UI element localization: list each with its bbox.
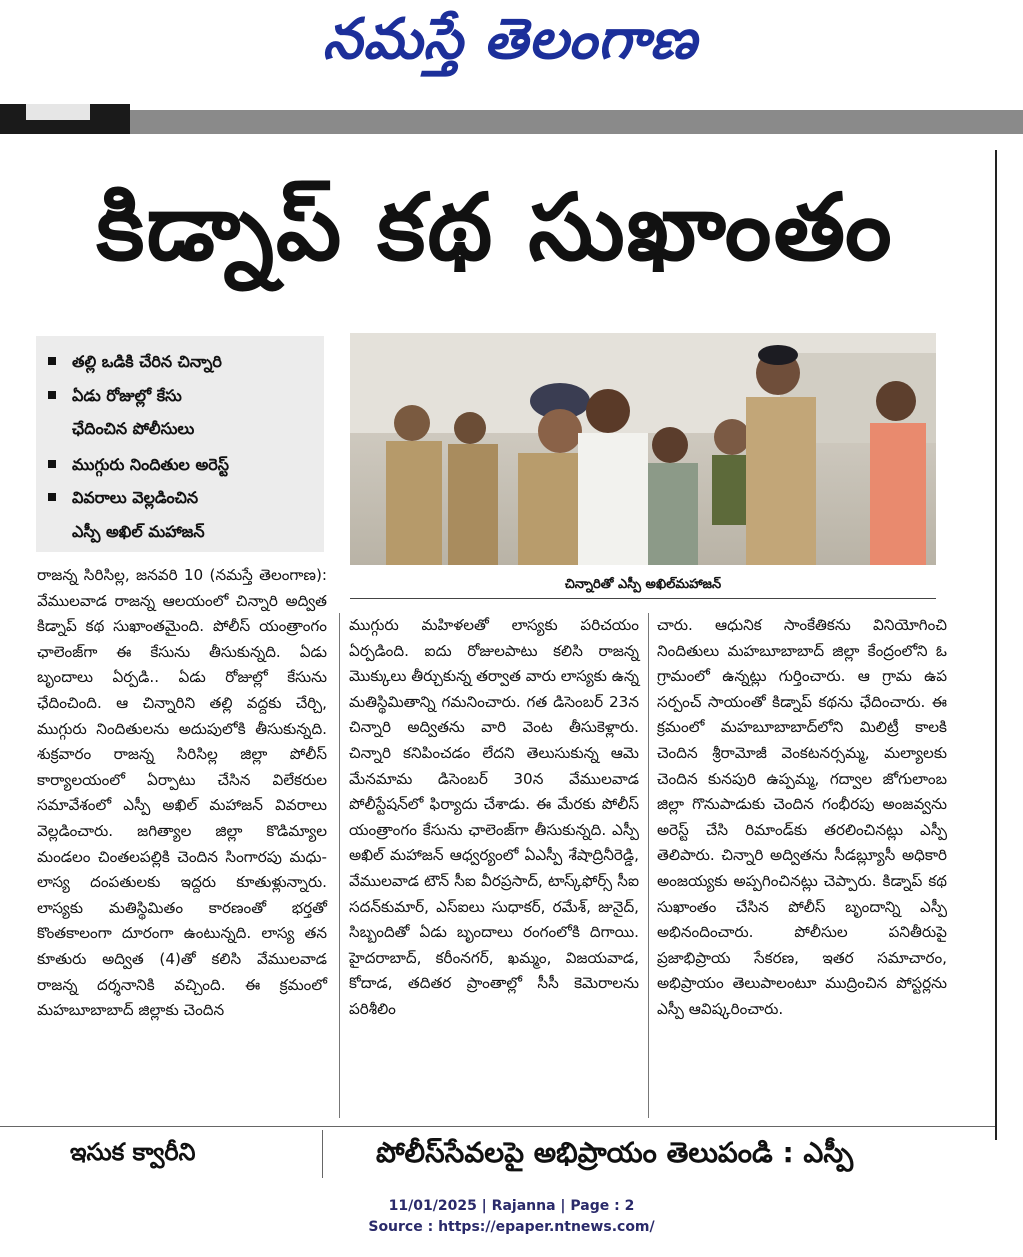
article-column-1: రాజన్న సిరిసిల్ల, జనవరి 10 (నమస్తే తెలంగాణ): వేములవాడ రాజన్న ఆలయంలో చిన్నారి అద్విత కిడ్నాప్ కథ సుఖాంతమైంది. పోలీస్ యంత్రాంగం ఛాలెంజ్‌గా ఈ కేసును తీసుకున్నది. ఏడు బృందాలు ఏర్పడి.. ఏడు రోజుల్లో కేసును ఛేదించింది. ఆ చిన్నారిని తల్లి వద్దకు చేర్చి, ముగ్గురు నిందితులను అదుపులోకి తీసుకున్నది. శుక్రవారం రాజన్న సిరిసిల్ల జిల్లా పోలీస్ కార్యాలయంలో ఏర్పాటు చేసిన విలేకరుల సమావేశంలో ఎస్పీ అఖిల్ మహాజన్ వివరాలు వెల్లడించారు. జగిత్యాల జిల్లా కొడిమ్యాల మండలం చింతలపల్లికి చెందిన సింగారపు మధు-లాస్య దంపతులకు ఇద్దరు కూతుళ్లున్నారు. లాస్యకు మతిస్థిమితం కారణంతో భర్తతో కొంతకాలంగా దూరంగా ఉంటున్నది. లాస్య తన కూతురు అద్విత (4)తో కలిసి వేములవాడ రాజన్న దర్శనానికి వచ్చింది. ఈ క్రమంలో మహబూబాబాద్ జిల్లాకు చెందిన <box>37 566 327 1020</box>
column-divider <box>339 613 340 1118</box>
section-bar-mark <box>26 104 90 120</box>
bullet-icon <box>48 357 56 365</box>
bullet-icon <box>48 460 56 468</box>
news-photo <box>350 333 936 565</box>
bottom-divider <box>0 1126 995 1127</box>
teaser-headline-left: ఇసుక క్వారీని <box>70 1138 196 1166</box>
article-column-2: ముగ్గురు మహిళలతో లాస్యకు పరిచయం ఏర్పడింది. ఐదు రోజులపాటు కలిసి రాజన్న మొక్కులు తీర్చుకున్న తర్వాత వారు లాస్యకు ఉన్న మతిస్థిమితాన్ని గమనించారు. గత డిసెంబర్ 23న చిన్నారి అద్వితను వారి వెంట తీసుకెళ్లారు. చిన్నారి కనిపించడం లేదని తెలుసుకున్న ఆమె మేనమామ డిసెంబర్ 30న వేములవాడ పోలీస్టేషన్‌లో ఫిర్యాదు చేశాడు. ఈ మేరకు పోలీస్ యంత్రాంగం కేసును ఛాలెంజ్‌గా తీసుకున్నది. ఎస్పీ అఖిల్ మహాజన్ ఆధ్వర్యంలో ఏఎస్పీ శేషాద్రినీరెడ్డి, వేములవాడ టౌన్ సీఐ వీరప్రసాద్, టాస్క్‌ఫోర్స్ సీఐ సదన్‌కుమార్, ఎస్ఐలు సుధాకర్, రమేశ్, జునైద్, సిబ్బందితో ఏడు బృందాలు రంగంలోకి దిగాయి. హైదరాబాద్, కరీంనగర్, ఖమ్మం, విజయవాడ, కోదాడ, తదితర ప్రాంతాల్లో సీసీ కెమెరాలను పరిశీలిం <box>349 616 639 1018</box>
photo-caption: చిన్నారితో ఎస్పీ అఖిల్‌మహాజన్ <box>564 577 722 592</box>
masthead <box>0 0 1023 100</box>
page-footer <box>0 1196 1023 1238</box>
right-column-rule <box>995 150 997 1140</box>
article-column-3: చారు. ఆధునిక సాంకేతికను వినియోగించి నిందితులు మహబూబాబాద్ జిల్లా కేంద్రంలోని ఓ గ్రామంలో ఉన్నట్లు గుర్తించారు. ఆ గ్రామ ఉప సర్పంచ్ సాయంతో కిడ్నాప్ కథను ఛేదించారు. ఈ క్రమంలో మహబూబాబాద్‌లోని మిలిట్రీ కాలకి చెందిన శ్రీరామోజీ వెంకటనర్సమ్మ, మల్యాలకు చెందిన కునపురి ఉప్పమ్మ, గద్వాల జోగులాంబ జిల్లా గొనుపాడుకు చెందిన గంభీరపు అంజవ్వను అరెస్ట్ చేసి రిమాండ్‌కు తరలించినట్లు ఎస్పీ తెలిపారు. చిన్నారి అద్వితను సీడబ్ల్యూసీ అధికారి అంజయ్యకు అప్పగించినట్లు చెప్పారు. కిడ్నాప్ కథ సుఖాంతం చేసిన పోలీస్ బృందాన్ని ఎస్పీ అభినందించారు. పోలీసుల పనితీరుపై ప్రజాభిప్రాయ సేకరణ, ఇతర సమాచారం, అభిప్రాయం తెలుపాలంటూ ముద్రించిన పోస్టర్లను ఎస్పీ ఆవిష్కరించారు. <box>657 616 947 1018</box>
photo-illustration <box>350 333 936 565</box>
caption-divider <box>350 598 936 599</box>
footer-date-edition: 11/01/2025 | Rajanna | Page : 2 <box>388 1198 635 1214</box>
bullet-icon <box>48 391 56 399</box>
footer-source: Source : https://epaper.ntnews.com/ <box>368 1219 655 1235</box>
teaser-headline-right: పోలీస్‌సేవలపై అభిప్రాయం తెలుపండి : ఎస్పీ <box>376 1136 854 1169</box>
column-divider <box>648 613 649 1118</box>
teaser-divider <box>322 1130 323 1178</box>
article-headline: కిడ్నాప్ కథ సుఖాంతం <box>96 174 894 281</box>
bullet-icon <box>48 493 56 501</box>
section-bar <box>130 110 1023 134</box>
newspaper-logo: నమస్తే తెలంగాణ <box>322 6 698 72</box>
